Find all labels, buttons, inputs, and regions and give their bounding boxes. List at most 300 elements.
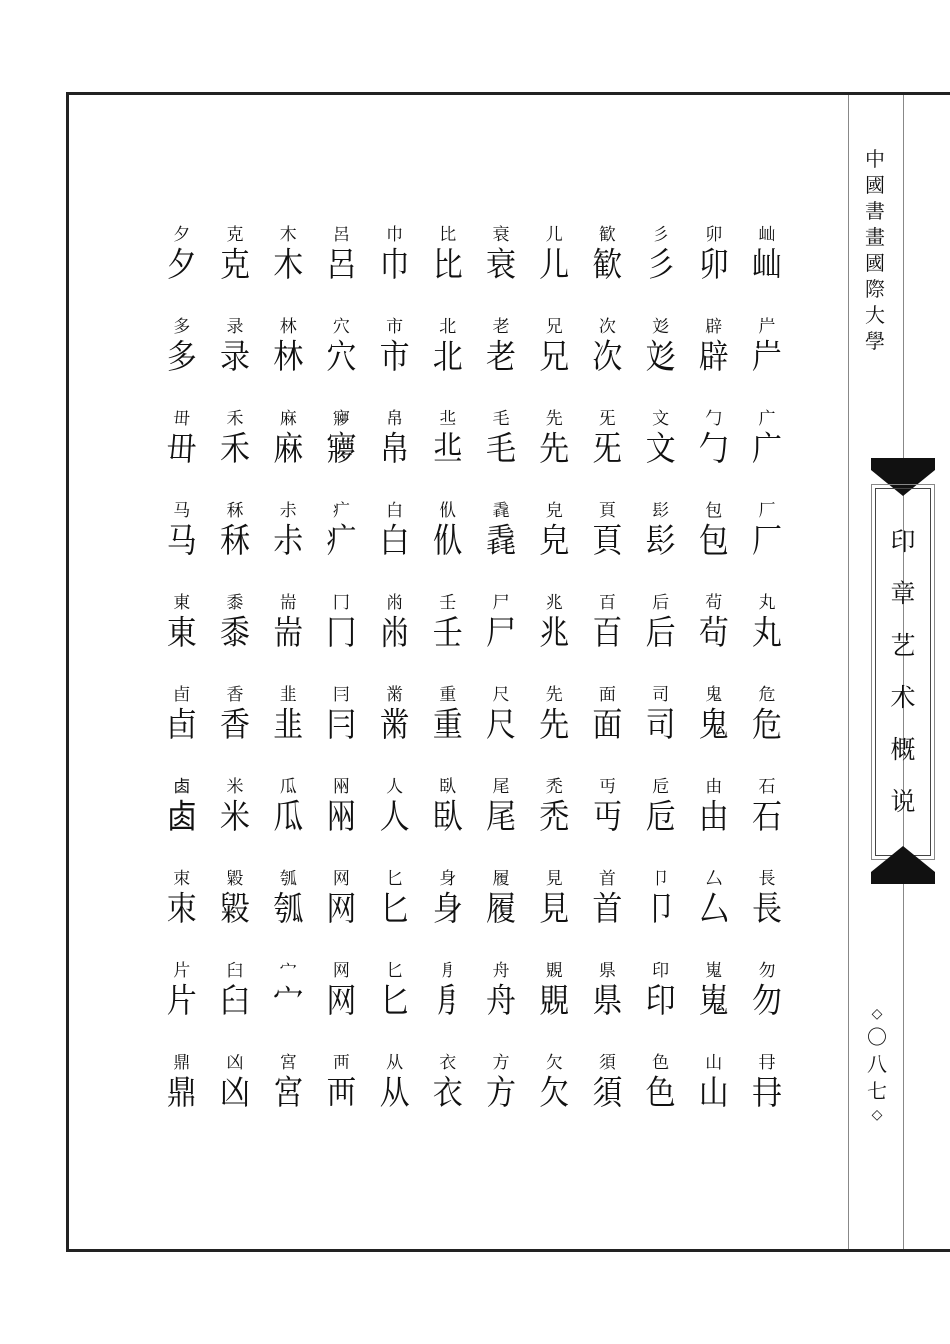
char-entry — [157, 218, 207, 310]
modern-character: 丸 — [758, 593, 776, 613]
modern-character: 先 — [545, 685, 563, 705]
seal-script-character: 衰 — [486, 245, 516, 285]
char-entry — [476, 310, 526, 402]
book-title — [875, 488, 931, 856]
seal-script-character: 帛 — [379, 429, 410, 469]
seal-script-character: 冄 — [752, 1073, 782, 1113]
char-entry — [689, 770, 739, 862]
seal-script-character: 兄 — [539, 337, 570, 377]
modern-character: 次 — [598, 317, 616, 337]
seal-script-character: 先 — [539, 429, 570, 469]
modern-character: 毌 — [173, 409, 191, 429]
seal-script-character: 卩 — [645, 889, 676, 929]
char-entry — [157, 402, 207, 494]
modern-character: 重 — [439, 685, 457, 705]
modern-character: 米 — [226, 777, 244, 797]
seal-script-character: 市 — [379, 337, 410, 377]
char-entry — [742, 218, 792, 310]
char-entry — [476, 494, 526, 586]
page-number-digits — [867, 1024, 887, 1105]
seal-script-character: 韭 — [273, 705, 304, 745]
modern-character: 禾 — [226, 409, 244, 429]
char-entry — [210, 402, 260, 494]
char-entry — [636, 310, 686, 402]
modern-character: 嵬 — [705, 961, 723, 981]
seal-script-character: 人 — [379, 797, 410, 837]
modern-character: 頁 — [598, 501, 616, 521]
modern-character: 首 — [598, 869, 616, 889]
series-title-char: 際 — [865, 277, 885, 301]
page-number-char: 〇 — [867, 1025, 887, 1049]
char-entry — [316, 586, 366, 678]
char-column — [689, 218, 739, 1138]
seal-script-character: 瓠 — [273, 889, 304, 929]
modern-character: 兄 — [545, 317, 563, 337]
char-entry — [423, 586, 473, 678]
modern-character: 勹 — [705, 409, 723, 429]
modern-character: 衰 — [492, 225, 510, 245]
modern-character: 襾 — [332, 1053, 350, 1073]
modern-character: 丏 — [598, 777, 616, 797]
char-entry — [636, 494, 686, 586]
modern-character: 禿 — [545, 777, 563, 797]
char-entry — [316, 218, 366, 310]
char-entry — [210, 678, 260, 770]
modern-character: 卯 — [705, 225, 723, 245]
char-entry — [476, 218, 526, 310]
seal-character-table — [152, 218, 784, 1138]
char-entry — [157, 770, 207, 862]
char-entry — [689, 402, 739, 494]
char-entry — [316, 310, 366, 402]
modern-character: 色 — [652, 1053, 670, 1073]
char-entry — [263, 310, 313, 402]
char-entry — [476, 402, 526, 494]
modern-character: 先 — [545, 409, 563, 429]
modern-character: 方 — [492, 1053, 510, 1073]
modern-character: 歓 — [598, 225, 616, 245]
seal-script-character: 毛 — [486, 429, 516, 469]
seal-script-character: 辟 — [698, 337, 729, 377]
char-entry — [263, 862, 313, 954]
seal-script-character: 重 — [432, 705, 463, 745]
seal-script-character: 儿 — [539, 245, 570, 285]
char-entry — [476, 678, 526, 770]
char-column — [316, 218, 366, 1138]
seal-script-character: 尾 — [486, 797, 516, 837]
char-entry — [263, 218, 313, 310]
char-entry — [689, 494, 739, 586]
series-title-char: 書 — [865, 199, 885, 223]
modern-character: 須 — [598, 1053, 616, 1073]
char-entry — [529, 678, 579, 770]
char-entry — [529, 310, 579, 402]
modern-character: 𠧪 — [173, 777, 191, 797]
seal-script-character: 鬼 — [698, 705, 729, 745]
seal-script-character: 多 — [166, 337, 197, 377]
seal-script-character: 广 — [752, 429, 782, 469]
modern-character: 欠 — [545, 1053, 563, 1073]
seal-script-character: 厶 — [698, 889, 729, 929]
char-entry — [370, 770, 420, 862]
modern-character: 克 — [226, 225, 244, 245]
modern-character: 瓠 — [279, 869, 297, 889]
char-entry — [742, 402, 792, 494]
seal-script-character: 色 — [645, 1073, 676, 1113]
seal-script-character: 次 — [592, 337, 623, 377]
seal-script-character: 克 — [220, 245, 250, 285]
char-entry — [423, 218, 473, 310]
char-entry — [210, 954, 260, 1046]
series-title — [858, 146, 892, 354]
char-entry — [476, 586, 526, 678]
char-entry — [742, 862, 792, 954]
modern-character: 屵 — [758, 317, 776, 337]
series-title-char: 畫 — [865, 225, 885, 249]
modern-character: 臼 — [226, 961, 244, 981]
char-entry — [636, 770, 686, 862]
modern-character: 帛 — [386, 409, 404, 429]
modern-character: 県 — [598, 961, 616, 981]
char-entry — [316, 770, 366, 862]
seal-script-character: 包 — [698, 521, 729, 561]
char-entry — [263, 494, 313, 586]
seal-script-character: 尗 — [273, 521, 304, 561]
seal-script-character: 㡀 — [379, 613, 410, 653]
modern-character: 北 — [439, 317, 457, 337]
modern-character: 网 — [332, 961, 350, 981]
seal-script-character: 方 — [486, 1073, 516, 1113]
modern-character: 鼎 — [173, 1053, 191, 1073]
seal-script-character: 須 — [592, 1073, 623, 1113]
modern-character: 茍 — [705, 593, 723, 613]
char-entry — [263, 954, 313, 1046]
modern-character: 黹 — [386, 685, 404, 705]
modern-character: 卩 — [652, 869, 670, 889]
modern-character: 林 — [279, 317, 297, 337]
char-entry — [423, 954, 473, 1046]
char-entry — [157, 494, 207, 586]
seal-script-character: 頁 — [592, 521, 623, 561]
seal-script-character: 丸 — [752, 613, 782, 653]
seal-script-character: 比 — [432, 245, 463, 285]
modern-character: 包 — [705, 501, 723, 521]
modern-character: 鬼 — [705, 685, 723, 705]
modern-character: 丠 — [439, 409, 457, 429]
seal-script-character: 衣 — [432, 1073, 463, 1113]
char-entry — [529, 402, 579, 494]
char-entry — [316, 402, 366, 494]
seal-script-character: 厂 — [752, 521, 782, 561]
char-entry — [263, 586, 313, 678]
seal-script-character: 首 — [592, 889, 623, 929]
char-entry — [370, 862, 420, 954]
modern-character: 石 — [758, 777, 776, 797]
seal-script-character: 耑 — [273, 613, 304, 653]
page-number — [862, 1004, 892, 1125]
seal-script-character: 宀 — [273, 981, 304, 1021]
seal-script-character: 髟 — [645, 521, 676, 561]
char-entry — [689, 678, 739, 770]
seal-script-character: 見 — [539, 889, 570, 929]
char-entry — [582, 862, 632, 954]
seal-script-character: 文 — [645, 429, 676, 469]
char-entry — [316, 954, 366, 1046]
seal-script-character: 马 — [166, 521, 197, 561]
modern-character: 儿 — [545, 225, 563, 245]
char-entry — [636, 954, 686, 1046]
char-entry — [742, 1046, 792, 1138]
seal-script-character: 后 — [645, 613, 676, 653]
char-entry — [742, 954, 792, 1046]
modern-character: 毳 — [492, 501, 510, 521]
char-entry — [370, 402, 420, 494]
seal-script-character: 毇 — [220, 889, 250, 929]
book-title-char: 艺 — [890, 631, 916, 660]
modern-character: 東 — [173, 593, 191, 613]
char-entry — [742, 310, 792, 402]
seal-script-character: 覞 — [539, 981, 570, 1021]
char-entry — [689, 862, 739, 954]
page-number-ornament-top: ◇ — [871, 1006, 883, 1022]
char-entry — [529, 862, 579, 954]
modern-character: 印 — [652, 961, 670, 981]
modern-character: 文 — [652, 409, 670, 429]
modern-character: 多 — [173, 317, 191, 337]
seal-script-character: 网 — [326, 889, 357, 929]
page-number-ornament-bottom: ◇ — [871, 1107, 883, 1123]
modern-character: 身 — [439, 869, 457, 889]
modern-character: 冃 — [332, 685, 350, 705]
seal-script-character: 先 — [539, 705, 570, 745]
char-entry — [742, 494, 792, 586]
modern-character: 彣 — [652, 317, 670, 337]
char-entry — [370, 954, 420, 1046]
modern-character: 厶 — [705, 869, 723, 889]
seal-script-character: 屾 — [752, 245, 782, 285]
seal-script-character: 長 — [752, 889, 782, 929]
char-entry — [370, 310, 420, 402]
modern-character: 尺 — [492, 685, 510, 705]
char-entry — [263, 402, 313, 494]
char-entry — [689, 218, 739, 310]
modern-character: 辟 — [705, 317, 723, 337]
seal-script-character: 穴 — [326, 337, 357, 377]
seal-script-character: 尸 — [486, 613, 516, 653]
modern-character: 㝱 — [332, 409, 350, 429]
char-entry — [370, 586, 420, 678]
modern-character: 屾 — [758, 225, 776, 245]
modern-character: 厂 — [758, 501, 776, 521]
modern-character: 危 — [758, 685, 776, 705]
char-entry — [582, 494, 632, 586]
seal-script-character: 毌 — [166, 429, 197, 469]
seal-script-character: 壬 — [432, 613, 463, 653]
title-panel-bottom-bar — [871, 872, 935, 884]
seal-script-character: 录 — [220, 337, 250, 377]
seal-script-character: 皃 — [539, 521, 570, 561]
modern-character: 宀 — [279, 961, 297, 981]
modern-character: 秝 — [226, 501, 244, 521]
char-entry — [316, 1046, 366, 1138]
modern-character: 广 — [758, 409, 776, 429]
char-entry — [689, 954, 739, 1046]
seal-script-character: 卣 — [166, 705, 197, 745]
seal-script-character: 林 — [273, 337, 304, 377]
char-entry — [582, 1046, 632, 1138]
seal-script-character: 麻 — [273, 429, 304, 469]
modern-character: 尾 — [492, 777, 510, 797]
char-entry — [476, 862, 526, 954]
char-entry — [316, 862, 366, 954]
char-column — [742, 218, 792, 1138]
seal-script-character: 匕 — [379, 981, 410, 1021]
modern-character: 舟 — [492, 961, 510, 981]
modern-character: 毇 — [226, 869, 244, 889]
modern-character: 冄 — [758, 1053, 776, 1073]
seal-script-character: 呂 — [326, 245, 357, 285]
char-entry — [210, 1046, 260, 1138]
char-entry — [582, 678, 632, 770]
char-entry — [636, 862, 686, 954]
seal-script-character: 履 — [486, 889, 516, 929]
char-column — [582, 218, 632, 1138]
char-column — [263, 218, 313, 1138]
book-title-char: 印 — [890, 527, 916, 556]
seal-script-character: 石 — [752, 797, 782, 837]
seal-script-character: 身 — [432, 889, 463, 929]
modern-character: 㐆 — [439, 961, 457, 981]
seal-script-character: 襾 — [326, 1073, 357, 1113]
char-entry — [636, 218, 686, 310]
char-entry — [157, 310, 207, 402]
modern-character: 香 — [226, 685, 244, 705]
char-entry — [529, 954, 579, 1046]
modern-character: 录 — [226, 317, 244, 337]
modern-character: 兆 — [545, 593, 563, 613]
seal-script-character: 凶 — [220, 1073, 250, 1113]
seal-script-character: 鼎 — [166, 1073, 197, 1113]
seal-script-character: 木 — [273, 245, 304, 285]
char-entry — [423, 862, 473, 954]
series-title-char: 中 — [865, 147, 885, 171]
char-entry — [582, 402, 632, 494]
seal-script-character: 勿 — [752, 981, 782, 1021]
char-entry — [370, 1046, 420, 1138]
seal-script-character: 丠 — [432, 429, 463, 469]
char-entry — [742, 678, 792, 770]
char-entry — [263, 1046, 313, 1138]
modern-character: 疒 — [332, 501, 350, 521]
seal-script-character: 歓 — [592, 245, 623, 285]
modern-character: 麻 — [279, 409, 297, 429]
book-title-char: 概 — [890, 735, 916, 764]
char-entry — [529, 1046, 579, 1138]
seal-script-character: 巾 — [379, 245, 410, 285]
series-title-char: 大 — [865, 303, 885, 327]
seal-script-character: 㝱 — [326, 429, 357, 469]
char-entry — [423, 678, 473, 770]
seal-script-character: 黍 — [220, 613, 250, 653]
modern-character: 毛 — [492, 409, 510, 429]
page-number-char: 八 — [867, 1052, 887, 1076]
modern-character: 夕 — [173, 225, 191, 245]
seal-script-character: 旡 — [592, 429, 623, 469]
seal-script-character: 百 — [592, 613, 623, 653]
modern-character: 木 — [279, 225, 297, 245]
modern-character: 韭 — [279, 685, 297, 705]
modern-character: 面 — [598, 685, 616, 705]
seal-script-character: 彡 — [645, 245, 676, 285]
title-panel-bottom-ornament — [871, 846, 935, 872]
modern-character: 网 — [332, 869, 350, 889]
char-column — [210, 218, 260, 1138]
char-entry — [582, 218, 632, 310]
seal-script-character: 臼 — [220, 981, 250, 1021]
modern-character: 马 — [173, 501, 191, 521]
modern-character: 旡 — [598, 409, 616, 429]
seal-script-character: 𠧪 — [166, 797, 197, 837]
modern-character: 耑 — [279, 593, 297, 613]
char-entry — [689, 310, 739, 402]
char-entry — [210, 586, 260, 678]
char-entry — [316, 494, 366, 586]
book-title-panel — [871, 458, 935, 884]
seal-script-character: 朿 — [166, 889, 197, 929]
modern-character: 覞 — [545, 961, 563, 981]
seal-script-character: 勹 — [698, 429, 729, 469]
modern-character: 后 — [652, 593, 670, 613]
seal-script-character: 卯 — [698, 245, 729, 285]
char-entry — [423, 770, 473, 862]
seal-script-character: 㐺 — [432, 521, 463, 561]
modern-character: 卮 — [652, 777, 670, 797]
char-entry — [582, 770, 632, 862]
modern-character: 尸 — [492, 593, 510, 613]
seal-script-character: 匕 — [379, 889, 410, 929]
seal-script-character: 禾 — [220, 429, 250, 469]
char-entry — [423, 310, 473, 402]
char-entry — [423, 402, 473, 494]
modern-character: 老 — [492, 317, 510, 337]
modern-character: 勿 — [758, 961, 776, 981]
char-entry — [529, 770, 579, 862]
char-entry — [423, 494, 473, 586]
seal-script-character: 面 — [592, 705, 623, 745]
modern-character: 卣 — [173, 685, 191, 705]
book-title-char: 术 — [890, 683, 916, 712]
char-column — [157, 218, 207, 1138]
modern-character: 皃 — [545, 501, 563, 521]
char-entry — [210, 770, 260, 862]
char-entry — [370, 494, 420, 586]
series-title-char: 國 — [865, 251, 885, 275]
seal-script-character: 欠 — [539, 1073, 570, 1113]
page-number-char: 七 — [867, 1079, 887, 1103]
modern-character: 市 — [386, 317, 404, 337]
modern-character: 片 — [173, 961, 191, 981]
modern-character: 凶 — [226, 1053, 244, 1073]
seal-script-character: 冃 — [326, 705, 357, 745]
seal-script-character: 老 — [486, 337, 516, 377]
modern-character: 白 — [386, 501, 404, 521]
char-entry — [529, 494, 579, 586]
char-column — [636, 218, 686, 1138]
seal-script-character: 県 — [592, 981, 623, 1021]
char-entry — [157, 678, 207, 770]
seal-script-character: 司 — [645, 705, 676, 745]
modern-character: 髟 — [652, 501, 670, 521]
